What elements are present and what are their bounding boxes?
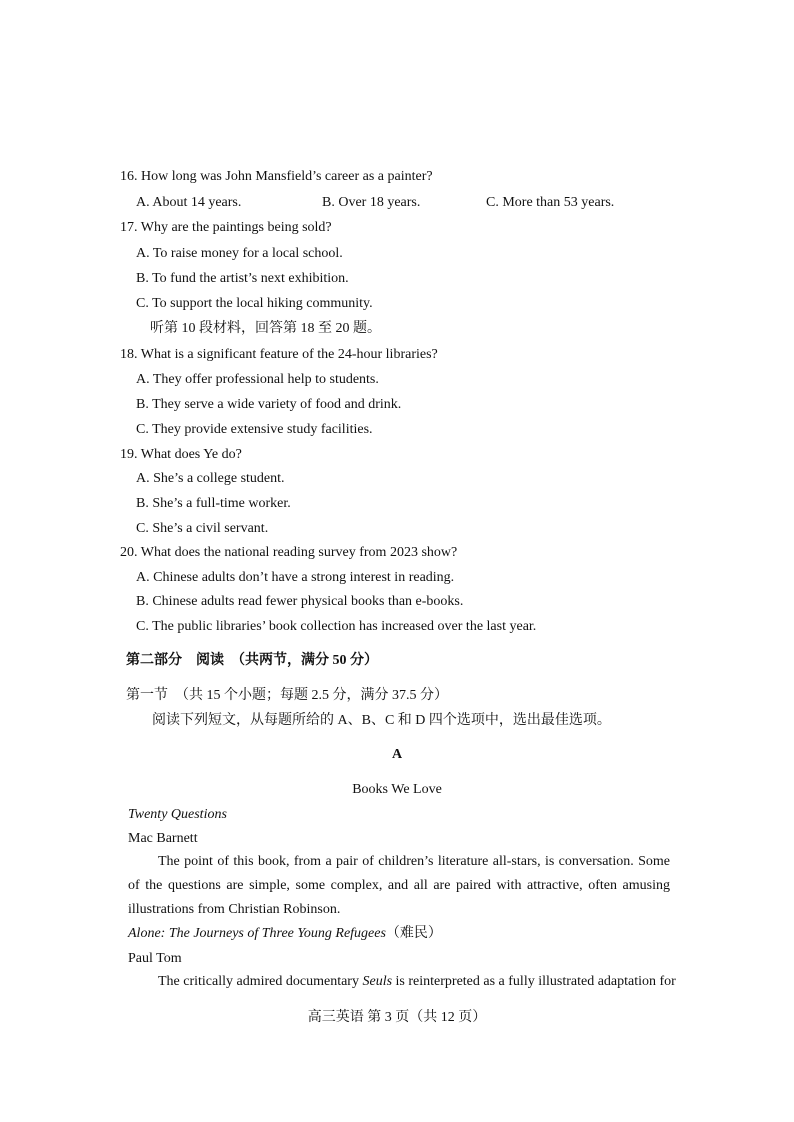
question-19-option-b: B. She’s a full-time worker. [136, 496, 291, 511]
book2-title: Alone: The Journeys of Three Young Refugees [128, 926, 386, 941]
question-17-option-a: A. To raise money for a local school. [136, 246, 343, 261]
book2-author: Paul Tom [128, 951, 182, 966]
question-20-option-a: A. Chinese adults don’t have a strong interest in reading. [136, 570, 455, 585]
book2-text-after: is reinterpreted as a fully illustrated adaptation for [392, 974, 676, 989]
instruction: 阅读下列短文，从每题所给的 A、B、C 和 D 四个选项中，选出最佳选项。 [152, 713, 611, 728]
passage-title: Books We Love [352, 782, 442, 797]
question-18: 18. What is a significant feature of the 24-hour libraries? [120, 347, 438, 362]
question-19-option-c: C. She’s a civil servant. [136, 521, 269, 536]
question-18-option-a: A. They offer professional help to students. [136, 372, 379, 387]
question-20-option-c: C. The public libraries’ book collection has increased over the last year. [136, 619, 537, 634]
book1-author: Mac Barnett [128, 831, 198, 846]
question-19: 19. What does Ye do? [120, 447, 242, 462]
book1-description: The point of this book, from a pair of children’s literature all-stars, is conversation. Some of the questions are simple, some complex, and all are paired with attractive, often amusing illustrations from Christian Robinson. [128, 854, 670, 917]
question-16-option-c: C. More than 53 years. [486, 195, 615, 210]
book2-text-italic: Seuls [362, 974, 393, 989]
question-18-option-b: B. They serve a wide variety of food and drink. [136, 397, 402, 412]
question-20-option-b: B. Chinese adults read fewer physical books than e-books. [136, 594, 464, 609]
question-16-option-b: B. Over 18 years. [322, 195, 421, 210]
page-footer: 高三英语 第 3 页（共 12 页） [307, 1010, 487, 1025]
passage-label: A [391, 747, 403, 762]
section-one-title: 第一节 （共 15 个小题；每题 2.5 分，满分 37.5 分） [126, 688, 448, 703]
book2-title-line [128, 925, 442, 943]
question-16-option-a: A. About 14 years. [136, 195, 242, 210]
question-17-option-b: B. To fund the artist’s next exhibition. [136, 271, 349, 286]
question-18-option-c: C. They provide extensive study facilities. [136, 422, 373, 437]
question-17-option-c: C. To support the local hiking community. [136, 296, 373, 311]
material-note: 听第 10 段材料，回答第 18 至 20 题。 [150, 321, 381, 336]
question-17: 17. Why are the paintings being sold? [120, 220, 332, 235]
question-19-option-a: A. She’s a college student. [136, 471, 285, 486]
question-20: 20. What does the national reading survey from 2023 show? [120, 545, 458, 560]
book2-description [158, 973, 676, 991]
book1-title: Twenty Questions [128, 807, 227, 822]
book2-text-before: The critically admired documentary [158, 974, 363, 989]
part-two-title: 第二部分 阅读 （共两节，满分 50 分） [126, 653, 378, 668]
question-16: 16. How long was John Mansfield’s career as a painter? [120, 169, 433, 184]
book2-title-note: （难民） [385, 926, 442, 941]
